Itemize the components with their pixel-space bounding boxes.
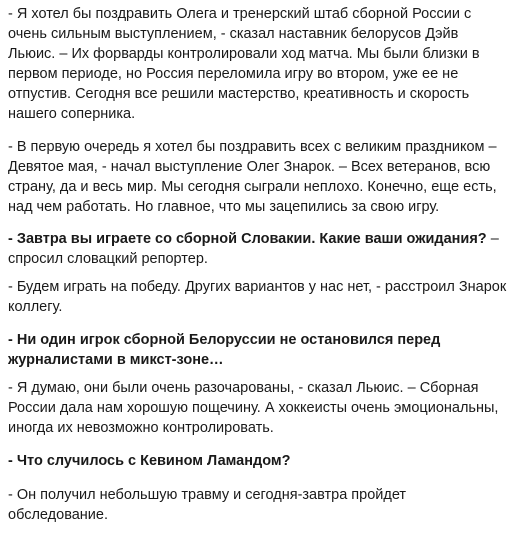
text-line: - Он получил небольшую травму и сегодня-завтра пройдет — [8, 487, 407, 503]
question-paragraph-mixed-zone — [8, 330, 520, 370]
answer-paragraph-play-to-win — [8, 277, 520, 317]
text-line: - Ни один игрок сборной Белоруссии не остановился перед — [8, 332, 441, 348]
text-line: отпустив. Сегодня все решили мастерство, креативность и скорость — [8, 86, 470, 102]
text-line — [8, 229, 520, 249]
answer-paragraph-injury — [8, 485, 520, 525]
text-line: нашего соперника. — [8, 106, 136, 122]
text-line: очень сильным выступлением, - сказал наставник белорусов Дэйв — [8, 26, 459, 42]
text-line: - Будем играть на победу. Других вариантов у нас нет, - расстроил Знарок — [8, 279, 507, 295]
text-line: - Я хотел бы поздравить Олега и тренерский штаб сборной России с — [8, 6, 472, 22]
text-line: страну, да и весь мир. Мы сегодня сыграли неплохо. Конечно, еще есть, — [8, 179, 497, 195]
text-line: Девятое мая, - начал выступление Олег Знарок. – Всех ветеранов, всю — [8, 159, 491, 175]
question-paragraph-lalande — [8, 451, 520, 471]
text-line: спросил словацкий репортер. — [8, 251, 208, 267]
text-line: над чем работать. Но главное, что мы зацепились за свою игру. — [8, 199, 440, 215]
question-paragraph-slovakia — [8, 229, 520, 269]
text-line: - В первую очередь я хотел бы поздравить всех с великим праздником – — [8, 139, 497, 155]
text-line: России дала нам хорошую пощечину. А хоккеисты очень эмоциональны, — [8, 400, 499, 416]
text-line: обследование. — [8, 507, 108, 523]
text-line: коллегу. — [8, 299, 63, 315]
question-tail-text: – — [486, 231, 499, 247]
answer-paragraph-disappointed — [8, 378, 520, 438]
text-line: Льюис. – Их форварды контролировали ход матча. Мы были близки в — [8, 46, 480, 62]
question-bold-text: - Завтра вы играете со сборной Словакии. Какие ваши ожидания? — [8, 231, 487, 247]
text-line: первом периоде, но Россия переломила игру во втором, уже ее не — [8, 66, 459, 82]
answer-paragraph-lewis-congrats — [8, 4, 520, 124]
text-line: - Что случилось с Кевином Ламандом? — [8, 453, 291, 469]
text-line: журналистами в микст-зоне… — [8, 352, 224, 368]
answer-paragraph-znarok-victory-day — [8, 137, 520, 217]
text-line: - Я думаю, они были очень разочарованы, - сказал Льюис. – Сборная — [8, 380, 479, 396]
text-line: иногда их невозможно контролировать. — [8, 420, 274, 436]
